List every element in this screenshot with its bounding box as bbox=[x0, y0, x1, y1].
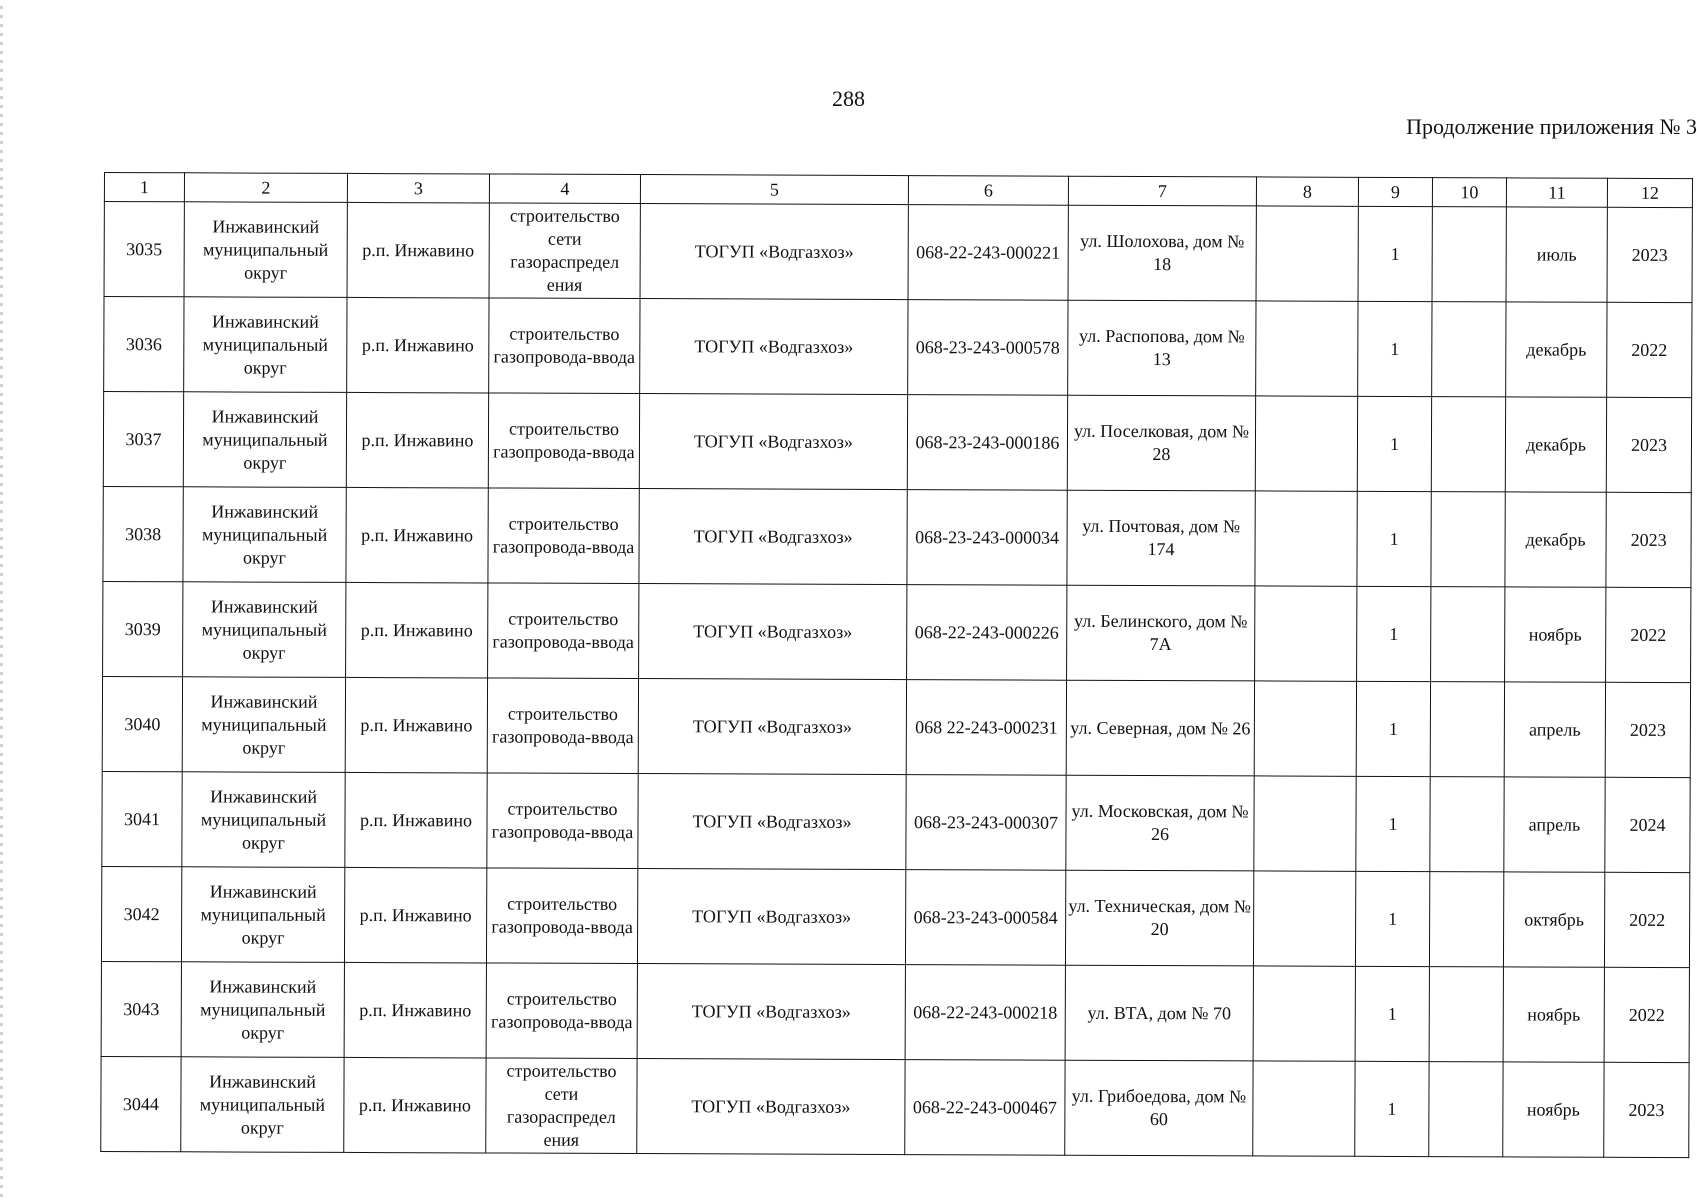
year: 2023 bbox=[1606, 492, 1691, 587]
month: ноябрь bbox=[1503, 1062, 1604, 1157]
row-number: 3039 bbox=[103, 581, 183, 676]
column-10-cell bbox=[1432, 207, 1506, 302]
table-row bbox=[102, 771, 1690, 872]
address: ул. Шолохова, дом № 18 bbox=[1068, 205, 1256, 301]
column-10-cell bbox=[1429, 872, 1503, 967]
object-code: 068-22-243-000218 bbox=[905, 965, 1065, 1061]
locality: р.п. Инжавино bbox=[347, 202, 489, 298]
column-header-2: 2 bbox=[184, 173, 347, 203]
work-type: строительство газопровода-ввода bbox=[486, 868, 637, 964]
column-8-cell bbox=[1256, 301, 1358, 396]
municipal-district: Инжавинский муниципальный округ bbox=[181, 1057, 344, 1153]
column-8-cell bbox=[1254, 776, 1356, 871]
table-row bbox=[104, 297, 1692, 398]
column-header-11: 11 bbox=[1506, 178, 1607, 207]
month: ноябрь bbox=[1503, 967, 1604, 1062]
row-number: 3038 bbox=[103, 486, 183, 581]
year: 2023 bbox=[1606, 397, 1691, 492]
registry-table bbox=[100, 172, 1693, 1158]
row-number: 3041 bbox=[102, 771, 182, 866]
organization: ТОГУП «Водгазхоз» bbox=[639, 394, 907, 490]
column-header-9: 9 bbox=[1358, 177, 1432, 206]
organization: ТОГУП «Водгазхоз» bbox=[640, 204, 908, 300]
column-header-7: 7 bbox=[1068, 176, 1256, 206]
column-8-cell bbox=[1255, 491, 1357, 586]
quantity: 1 bbox=[1356, 681, 1430, 776]
column-header-5: 5 bbox=[640, 175, 908, 205]
organization: ТОГУП «Водгазхоз» bbox=[637, 1059, 905, 1155]
object-code: 068-23-243-000186 bbox=[907, 395, 1067, 491]
row-number: 3042 bbox=[101, 866, 181, 961]
quantity: 1 bbox=[1355, 966, 1429, 1061]
municipal-district: Инжавинский муниципальный округ bbox=[183, 487, 346, 583]
organization: ТОГУП «Водгазхоз» bbox=[637, 869, 905, 965]
municipal-district: Инжавинский муниципальный округ bbox=[184, 297, 347, 393]
locality: р.п. Инжавино bbox=[344, 962, 486, 1058]
quantity: 1 bbox=[1358, 301, 1432, 396]
row-number: 3035 bbox=[104, 202, 184, 297]
row-number: 3036 bbox=[104, 297, 184, 392]
organization: ТОГУП «Водгазхоз» bbox=[638, 679, 906, 775]
table-row bbox=[101, 1056, 1689, 1157]
year: 2023 bbox=[1604, 1062, 1689, 1157]
address: ул. Московская, дом № 26 bbox=[1066, 775, 1254, 871]
table-row bbox=[102, 676, 1690, 777]
year: 2022 bbox=[1604, 967, 1689, 1062]
locality: р.п. Инжавино bbox=[344, 867, 486, 963]
row-number: 3043 bbox=[101, 961, 181, 1056]
table-row bbox=[103, 581, 1691, 682]
quantity: 1 bbox=[1356, 776, 1430, 871]
column-header-10: 10 bbox=[1432, 178, 1506, 207]
municipal-district: Инжавинский муниципальный округ bbox=[182, 677, 345, 773]
column-8-cell bbox=[1256, 206, 1358, 301]
municipal-district: Инжавинский муниципальный округ bbox=[184, 202, 347, 298]
work-type: строительство газопровода-ввода bbox=[487, 773, 638, 869]
locality: р.п. Инжавино bbox=[345, 772, 487, 868]
organization: ТОГУП «Водгазхоз» bbox=[639, 489, 907, 585]
month: декабрь bbox=[1506, 302, 1607, 397]
locality: р.п. Инжавино bbox=[346, 392, 488, 488]
row-number: 3040 bbox=[102, 676, 182, 771]
object-code: 068-23-243-000307 bbox=[906, 775, 1066, 871]
table-row bbox=[104, 202, 1692, 303]
object-code: 068-22-243-000221 bbox=[908, 205, 1068, 301]
municipal-district: Инжавинский муниципальный округ bbox=[183, 392, 346, 488]
year: 2023 bbox=[1605, 682, 1690, 777]
municipal-district: Инжавинский муниципальный округ bbox=[182, 772, 345, 868]
municipal-district: Инжавинский муниципальный округ bbox=[183, 582, 346, 678]
column-8-cell bbox=[1255, 586, 1357, 681]
column-10-cell bbox=[1431, 587, 1505, 682]
row-number: 3044 bbox=[101, 1056, 181, 1151]
table-row bbox=[101, 961, 1689, 1062]
column-header-6: 6 bbox=[908, 176, 1068, 206]
month: декабрь bbox=[1505, 492, 1606, 587]
quantity: 1 bbox=[1355, 1061, 1429, 1156]
object-code: 068-22-243-000226 bbox=[907, 585, 1067, 681]
table-body bbox=[101, 202, 1693, 1158]
page-number: 288 bbox=[832, 86, 865, 111]
locality: р.п. Инжавино bbox=[344, 1057, 486, 1153]
locality: р.п. Инжавино bbox=[346, 487, 488, 583]
year: 2022 bbox=[1604, 872, 1689, 967]
month: декабрь bbox=[1505, 397, 1606, 492]
municipal-district: Инжавинский муниципальный округ bbox=[181, 962, 344, 1058]
row-number: 3037 bbox=[103, 392, 183, 487]
column-header-8: 8 bbox=[1256, 177, 1358, 206]
address: ул. Техническая, дом № 20 bbox=[1065, 870, 1253, 966]
month: июль bbox=[1506, 207, 1607, 302]
address: ул. Распопова, дом № 13 bbox=[1068, 300, 1256, 396]
organization: ТОГУП «Водгазхоз» bbox=[637, 964, 905, 1060]
work-type: строительство сети газораспредел ения bbox=[486, 1058, 637, 1154]
organization: ТОГУП «Водгазхоз» bbox=[640, 299, 908, 395]
address: ул. Белинского, дом № 7А bbox=[1067, 585, 1255, 681]
object-code: 068-23-243-000578 bbox=[908, 300, 1068, 396]
column-header-4: 4 bbox=[489, 174, 640, 204]
column-10-cell bbox=[1430, 682, 1504, 777]
address: ул. Грибоедова, дом № 60 bbox=[1065, 1060, 1253, 1156]
organization: ТОГУП «Водгазхоз» bbox=[639, 584, 907, 680]
work-type: строительство сети газораспредел ения bbox=[489, 203, 640, 299]
address: ул. ВТА, дом № 70 bbox=[1065, 965, 1253, 1061]
object-code: 068-23-243-000034 bbox=[907, 490, 1067, 586]
month: апрель bbox=[1504, 777, 1605, 872]
column-header-1: 1 bbox=[104, 173, 184, 202]
locality: р.п. Инжавино bbox=[347, 297, 489, 393]
appendix-continuation-note: Продолжение приложения № 3 bbox=[1406, 114, 1697, 139]
work-type: строительство газопровода-ввода bbox=[489, 298, 640, 394]
column-10-cell bbox=[1431, 397, 1505, 492]
column-10-cell bbox=[1429, 967, 1503, 1062]
address: ул. Поселковая, дом № 28 bbox=[1067, 395, 1255, 491]
work-type: строительство газопровода-ввода bbox=[488, 393, 639, 489]
column-header-12: 12 bbox=[1607, 178, 1692, 207]
column-8-cell bbox=[1253, 1061, 1355, 1156]
year: 2022 bbox=[1606, 587, 1691, 682]
column-8-cell bbox=[1253, 871, 1355, 966]
object-code: 068 22-243-000231 bbox=[906, 680, 1066, 776]
column-8-cell bbox=[1253, 966, 1355, 1061]
organization: ТОГУП «Водгазхоз» bbox=[638, 774, 906, 870]
locality: р.п. Инжавино bbox=[345, 677, 487, 773]
object-code: 068-22-243-000467 bbox=[905, 1060, 1065, 1156]
locality: р.п. Инжавино bbox=[346, 582, 488, 678]
column-8-cell bbox=[1255, 396, 1357, 491]
column-10-cell bbox=[1431, 492, 1505, 587]
quantity: 1 bbox=[1357, 586, 1431, 681]
quantity: 1 bbox=[1357, 396, 1431, 491]
year: 2022 bbox=[1607, 302, 1692, 397]
table-row bbox=[103, 486, 1691, 587]
year: 2023 bbox=[1607, 207, 1692, 302]
address: ул. Почтовая, дом № 174 bbox=[1067, 490, 1255, 586]
month: ноябрь bbox=[1505, 587, 1606, 682]
month: октябрь bbox=[1503, 872, 1604, 967]
work-type: строительство газопровода-ввода bbox=[488, 488, 639, 584]
quantity: 1 bbox=[1357, 491, 1431, 586]
quantity: 1 bbox=[1355, 871, 1429, 966]
column-10-cell bbox=[1429, 1062, 1503, 1157]
scan-edge bbox=[0, 0, 3, 1200]
column-10-cell bbox=[1430, 777, 1504, 872]
column-10-cell bbox=[1432, 302, 1506, 397]
address: ул. Северная, дом № 26 bbox=[1066, 680, 1254, 776]
work-type: строительство газопровода-ввода bbox=[486, 963, 637, 1059]
municipal-district: Инжавинский муниципальный округ bbox=[181, 867, 344, 963]
quantity: 1 bbox=[1358, 206, 1432, 301]
object-code: 068-23-243-000584 bbox=[905, 870, 1065, 966]
table-row bbox=[103, 392, 1691, 493]
column-header-3: 3 bbox=[347, 173, 489, 203]
column-8-cell bbox=[1254, 681, 1356, 776]
month: апрель bbox=[1504, 682, 1605, 777]
year: 2024 bbox=[1605, 777, 1690, 872]
table-row bbox=[101, 866, 1689, 967]
work-type: строительство газопровода-ввода bbox=[488, 583, 639, 679]
work-type: строительство газопровода-ввода bbox=[487, 678, 638, 774]
